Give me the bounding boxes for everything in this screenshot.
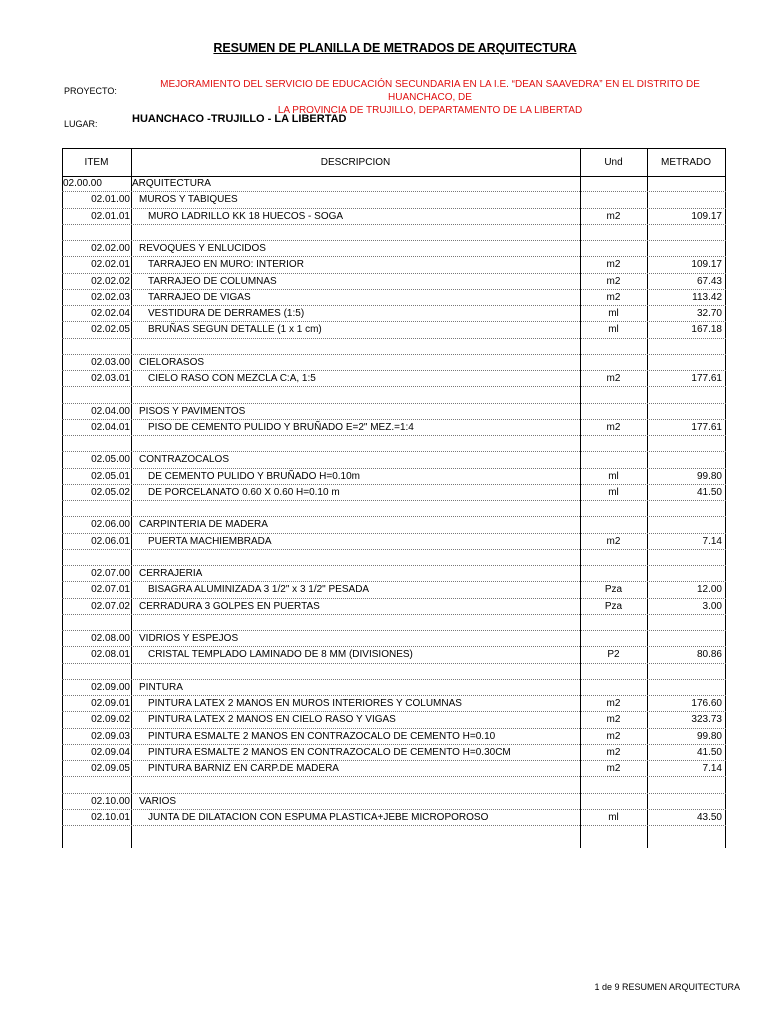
row-description: PINTURA ESMALTE 2 MANOS EN CONTRAZOCALO DE CEMENTO H=0.30CM <box>148 746 511 758</box>
row-unit: ml <box>608 470 619 482</box>
row-unit: m2 <box>606 730 621 742</box>
row-item-code: 02.07.00 <box>91 568 130 579</box>
table-row <box>62 176 726 192</box>
row-item-code: 02.04.01 <box>91 421 130 433</box>
row-item-code: 02.10.01 <box>91 811 130 823</box>
row-description: VARIOS <box>139 795 177 807</box>
row-description: TARRAJEO DE VIGAS <box>148 291 251 303</box>
proyecto-line-2: LA PROVINCIA DE TRUJILLO, DEPARTAMENTO DE LA LIBERTAD <box>277 105 583 116</box>
row-unit: m2 <box>606 698 621 709</box>
row-item-code: 02.02.02 <box>91 275 130 287</box>
proyecto-line-1: MEJORAMIENTO DEL SERVICIO DE EDUCACIÓN SECUNDARIA EN LA I.E. “DEAN SAAVEDRA” EN EL DISTRITO DE HUANCHACO, DE <box>160 79 700 103</box>
row-description: PINTURA BARNIZ EN CARP.DE MADERA <box>148 763 339 774</box>
row-unit: m2 <box>606 373 621 384</box>
row-item-code: 02.02.03 <box>91 291 130 303</box>
row-metrado: 177.61 <box>691 373 722 384</box>
row-item-code: 02.06.00 <box>91 519 130 531</box>
row-metrado: 167.18 <box>691 324 722 336</box>
row-item-code: 02.09.05 <box>91 763 130 774</box>
table-row <box>62 712 726 728</box>
row-description: CIELORASOS <box>139 356 205 368</box>
row-unit: Pza <box>604 584 623 596</box>
proyecto-label: PROYECTO: <box>64 86 117 96</box>
row-unit: m2 <box>606 746 621 758</box>
row-unit: Pza <box>604 600 623 612</box>
row-metrado: 43.50 <box>696 811 722 823</box>
row-item-code: 02.09.01 <box>91 698 130 709</box>
row-unit: P2 <box>607 649 620 661</box>
row-description: BISAGRA ALUMINIZADA 3 1/2" x 3 1/2" PESADA <box>148 584 370 596</box>
row-description: PINTURA LATEX 2 MANOS EN CIELO RASO Y VIGAS <box>148 714 396 726</box>
row-metrado: 41.50 <box>696 486 722 498</box>
header-und: Und <box>604 157 623 168</box>
row-metrado: 41.50 <box>696 746 722 758</box>
table-row <box>62 404 726 420</box>
table-row <box>62 387 726 403</box>
row-metrado: 176.60 <box>691 698 722 709</box>
row-description: PINTURA <box>139 681 183 693</box>
row-item-code: 02.09.03 <box>91 730 130 742</box>
row-description: TARRAJEO DE COLUMNAS <box>148 275 277 287</box>
table-row <box>62 517 726 533</box>
row-description: DE CEMENTO PULIDO Y BRUÑADO H=0.10m <box>148 470 361 482</box>
row-unit: ml <box>608 324 619 336</box>
row-unit: m2 <box>606 291 621 303</box>
row-description: PINTURA ESMALTE 2 MANOS EN CONTRAZOCALO DE CEMENTO H=0.10 <box>148 730 496 742</box>
table-row <box>62 225 726 241</box>
row-item-code: 02.09.04 <box>91 746 130 758</box>
page-title: RESUMEN DE PLANILLA DE METRADOS DE ARQUITECTURA <box>213 41 577 55</box>
table-row <box>62 810 726 826</box>
row-description: MUROS Y TABIQUES <box>139 194 238 206</box>
table-row <box>62 452 726 468</box>
row-unit: m2 <box>606 763 621 774</box>
lugar-value: HUANCHACO -TRUJILLO - LA LIBERTAD <box>132 113 347 125</box>
row-metrado: 109.17 <box>691 259 722 271</box>
lugar-label: LUGAR: <box>64 119 98 129</box>
table-row <box>62 290 726 306</box>
row-unit: m2 <box>606 210 621 222</box>
row-description: PINTURA LATEX 2 MANOS EN MUROS INTERIORES Y COLUMNAS <box>148 698 462 709</box>
table-body <box>62 176 726 826</box>
table-row <box>62 550 726 566</box>
table-row <box>62 777 726 793</box>
row-item-code: 02.04.00 <box>91 405 130 417</box>
row-item-code: 02.09.00 <box>91 681 130 693</box>
table-row <box>62 209 726 225</box>
row-item-code: 02.02.01 <box>91 259 130 271</box>
table-row <box>62 485 726 501</box>
row-description: ARQUITECTURA <box>132 178 211 189</box>
table-row <box>62 436 726 452</box>
row-item-code: 02.02.00 <box>91 243 130 254</box>
table-row <box>62 274 726 290</box>
row-metrado: 177.61 <box>691 421 722 433</box>
table-row <box>62 631 726 647</box>
row-description: PISOS Y PAVIMENTOS <box>139 405 246 417</box>
row-description: JUNTA DE DILATACION CON ESPUMA PLASTICA+JEBE MICROPOROSO <box>148 811 489 823</box>
table-row <box>62 680 726 696</box>
table-row <box>62 339 726 355</box>
table-row <box>62 355 726 371</box>
table-row <box>62 761 726 777</box>
row-metrado: 99.80 <box>696 470 722 482</box>
row-description: CRISTAL TEMPLADO LAMINADO DE 8 MM (DIVISIONES) <box>148 649 413 661</box>
row-item-code: 02.01.00 <box>91 194 130 206</box>
table-row <box>62 469 726 485</box>
row-description: PUERTA MACHIEMBRADA <box>148 535 272 547</box>
row-item-code: 02.03.01 <box>91 373 130 384</box>
table-row <box>62 306 726 322</box>
row-description: CARPINTERIA DE MADERA <box>139 519 268 531</box>
table-row <box>62 241 726 257</box>
table-row <box>62 664 726 680</box>
row-description: VIDRIOS Y ESPEJOS <box>139 633 239 644</box>
row-unit: m2 <box>606 714 621 726</box>
row-item-code: 02.05.02 <box>91 486 130 498</box>
row-metrado: 99.80 <box>696 730 722 742</box>
row-unit: ml <box>608 486 619 498</box>
table-row <box>62 420 726 436</box>
table-row <box>62 566 726 582</box>
header-metrado: METRADO <box>661 157 711 168</box>
row-metrado: 80.86 <box>696 649 722 661</box>
row-description: DE PORCELANATO 0.60 X 0.60 H=0.10 m <box>148 486 340 498</box>
table-row <box>62 615 726 631</box>
row-item-code: 02.08.00 <box>91 633 130 644</box>
row-item-code: 02.10.00 <box>91 795 130 807</box>
row-item-code: 02.02.04 <box>91 308 130 319</box>
row-metrado: 113.42 <box>692 291 722 303</box>
row-unit: m2 <box>606 275 621 287</box>
row-item-code: 02.03.00 <box>91 356 130 368</box>
header-descripcion: DESCRIPCION <box>320 157 391 168</box>
row-description: CONTRAZOCALOS <box>139 454 230 466</box>
table-row <box>62 647 726 663</box>
table-row <box>62 257 726 273</box>
row-description: TARRAJEO EN MURO: INTERIOR <box>148 259 304 271</box>
table-row <box>62 696 726 712</box>
row-item-code: 02.07.02 <box>91 600 130 612</box>
table-row <box>62 729 726 745</box>
row-item-code: 02.06.01 <box>91 535 130 547</box>
row-description: BRUÑAS SEGUN DETALLE (1 x 1 cm) <box>148 324 322 336</box>
row-metrado: 3.00 <box>702 600 722 612</box>
table-row <box>62 745 726 761</box>
row-item-code: 02.09.02 <box>91 714 130 726</box>
row-unit: m2 <box>606 259 621 271</box>
row-metrado: 323.73 <box>691 714 722 726</box>
row-unit: m2 <box>606 535 621 547</box>
table-row <box>62 501 726 517</box>
row-description: CIELO RASO CON MEZCLA C:A, 1:5 <box>148 373 316 384</box>
row-unit: ml <box>608 811 619 823</box>
row-description: CERRADURA 3 GOLPES EN PUERTAS <box>139 600 320 612</box>
row-description: VESTIDURA DE DERRAMES (1:5) <box>148 308 305 319</box>
row-metrado: 7.14 <box>702 763 722 774</box>
row-description: MURO LADRILLO KK 18 HUECOS - SOGA <box>148 210 344 222</box>
page-footer: 1 de 9 RESUMEN ARQUITECTURA <box>594 982 740 992</box>
row-description: REVOQUES Y ENLUCIDOS <box>139 243 266 254</box>
row-item-code: 02.00.00 <box>63 178 102 189</box>
row-metrado: 7.14 <box>702 535 722 547</box>
row-item-code: 02.05.01 <box>91 470 130 482</box>
row-item-code: 02.02.05 <box>91 324 130 336</box>
proyecto-description <box>130 78 730 117</box>
header-item: ITEM <box>84 157 109 168</box>
row-item-code: 02.01.01 <box>91 210 130 222</box>
row-description: CERRAJERIA <box>139 568 203 579</box>
table-row <box>62 599 726 615</box>
row-unit: m2 <box>606 421 621 433</box>
table-row <box>62 371 726 387</box>
table-row <box>62 582 726 598</box>
table-row <box>62 192 726 208</box>
metrados-table <box>62 148 726 848</box>
table-row <box>62 534 726 550</box>
table-row <box>62 794 726 810</box>
row-item-code: 02.08.01 <box>91 649 130 661</box>
row-metrado: 32.70 <box>696 308 722 319</box>
table-row <box>62 322 726 338</box>
row-description: PISO DE CEMENTO PULIDO Y BRUÑADO E=2" MEZ.=1:4 <box>148 421 414 433</box>
row-item-code: 02.07.01 <box>91 584 130 596</box>
row-metrado: 67.43 <box>696 275 722 287</box>
row-item-code: 02.05.00 <box>91 454 130 466</box>
row-metrado: 12.00 <box>696 584 722 596</box>
row-metrado: 109.17 <box>691 210 722 222</box>
row-unit: ml <box>608 308 619 319</box>
